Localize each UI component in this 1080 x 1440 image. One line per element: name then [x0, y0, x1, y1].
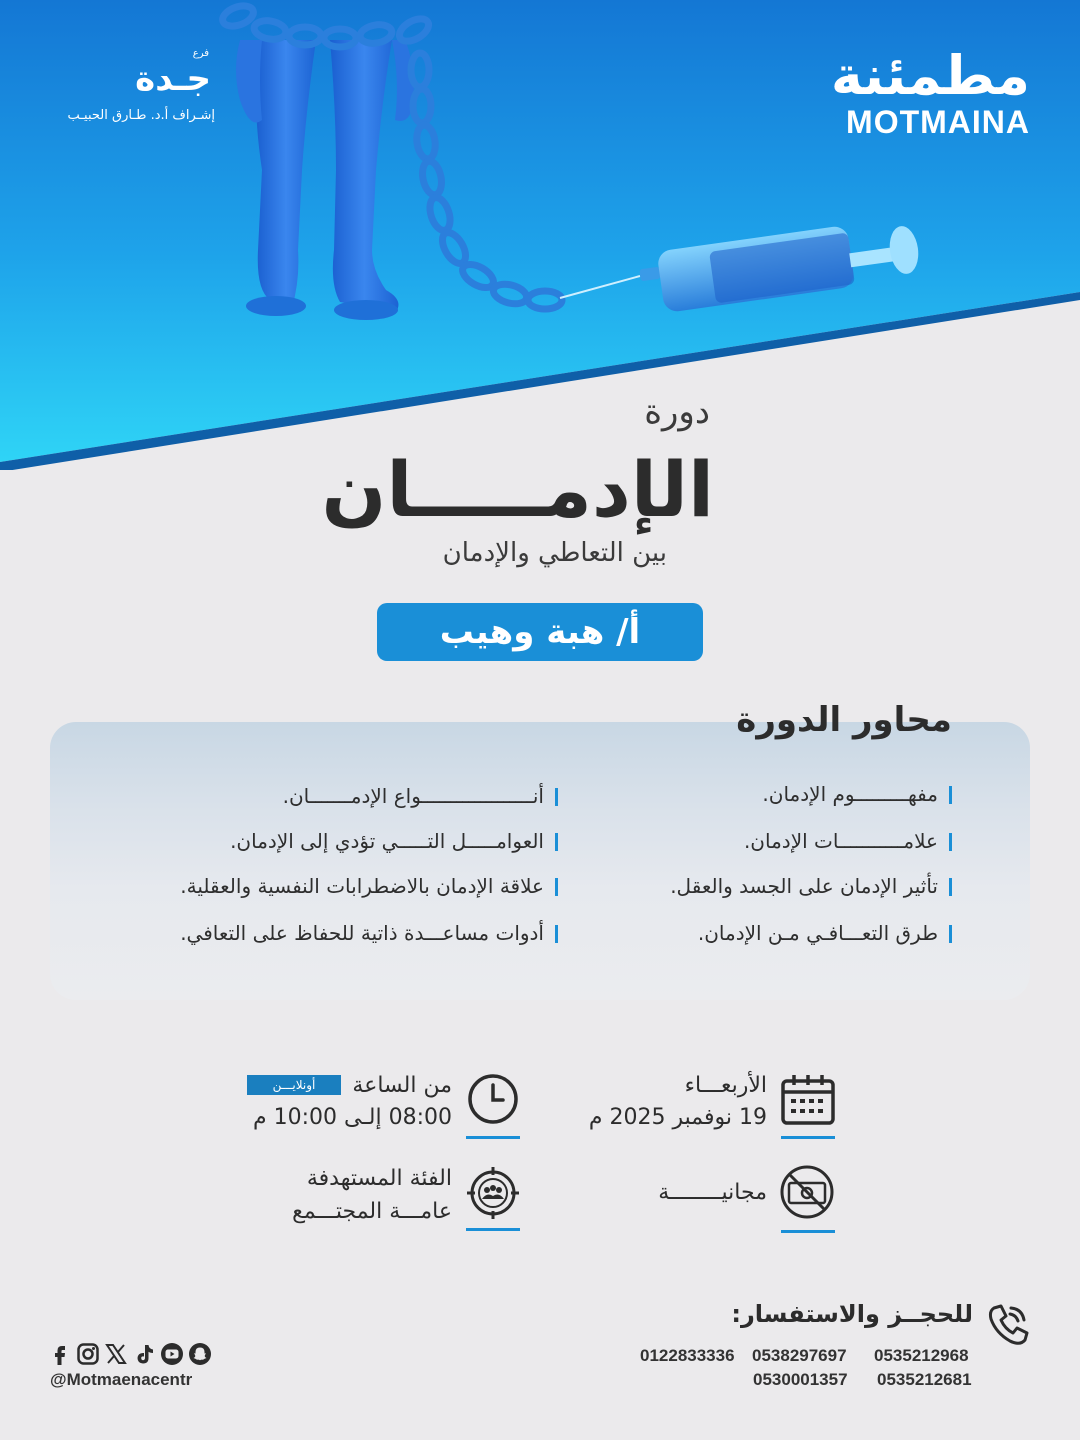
target-audience-icon: [466, 1166, 520, 1220]
date-underline: [781, 1136, 835, 1139]
facebook-icon[interactable]: [48, 1342, 72, 1366]
social-links: [48, 1342, 212, 1366]
price-underline: [781, 1230, 835, 1233]
axes-item: مفهـــــــــوم الإدمان.: [762, 780, 952, 808]
calendar-icon: [780, 1073, 836, 1127]
booking-title: للحجــز والاستفسار:: [731, 1300, 973, 1328]
date-text: 19 نوفمبر 2025 م: [588, 1105, 767, 1130]
course-subtitle: بين التعاطي والإدمان: [442, 538, 667, 568]
phone-number[interactable]: 0538297697: [752, 1346, 847, 1365]
phone-number[interactable]: 0530001357: [753, 1370, 848, 1389]
instructor-badge: أ/ هبة وهيب: [377, 603, 703, 661]
branch-label: فرع: [192, 48, 209, 59]
brand-name-english: MOTMAINA: [846, 104, 1030, 140]
axes-item: طرق التعـــافـي مـن الإدمان.: [698, 919, 952, 947]
time-underline: [466, 1136, 520, 1139]
price-text: مجانيــــــــة: [658, 1180, 767, 1205]
brand-name-arabic: مطمئنة: [830, 44, 1030, 107]
axes-item: العوامـــــل التـــــي تؤدي إلى الإدمان.: [230, 827, 558, 855]
time-range: 08:00 إلـى 10:00 م: [252, 1105, 452, 1130]
tiktok-icon[interactable]: [132, 1342, 156, 1366]
branch-name: جـدة: [135, 59, 211, 99]
phone-number[interactable]: 0122833336: [640, 1346, 735, 1365]
time-label: من الساعة: [352, 1073, 452, 1098]
phone-number[interactable]: 0535212968: [874, 1346, 969, 1365]
social-handle[interactable]: @Motmaenacentr: [50, 1370, 193, 1389]
axes-item: أدوات مساعـــدة ذاتية للحفاظ على التعافي.: [180, 919, 558, 947]
free-money-icon: [779, 1164, 835, 1220]
phone-number[interactable]: 0535212681: [877, 1370, 972, 1389]
youtube-icon[interactable]: [160, 1342, 184, 1366]
online-badge: أونلايـــن: [247, 1075, 341, 1095]
hero-banner: [0, 0, 1080, 470]
audience-label: الفئة المستهدفة: [306, 1166, 452, 1191]
phone-icon: [984, 1300, 1032, 1348]
brand-logo: [830, 44, 1030, 140]
day-text: الأربعـــاء: [684, 1073, 767, 1098]
axes-item: علامـــــــــــات الإدمان.: [744, 827, 952, 855]
axes-item: أنـــــــــــــــــــواع الإدمـــــــان.: [283, 782, 558, 810]
course-label: دورة: [644, 392, 710, 432]
snapchat-icon[interactable]: [188, 1342, 212, 1366]
clock-icon: [466, 1072, 520, 1126]
audience-text: عامـــة المجتـــمع: [292, 1199, 452, 1224]
audience-underline: [466, 1228, 520, 1231]
axes-panel: [50, 722, 1030, 1000]
axes-title: محاور الدورة: [736, 700, 952, 740]
x-icon[interactable]: [104, 1342, 128, 1366]
course-title: الإدمـــــان: [321, 445, 714, 534]
instagram-icon[interactable]: [76, 1342, 100, 1366]
branch-info: [50, 48, 215, 126]
branch-supervisor: إشـراف أ.د. طـارق الحبيـب: [67, 108, 215, 123]
axes-item: علاقة الإدمان بالاضطرابات النفسية والعقلية.: [180, 872, 558, 900]
axes-item: تأثير الإدمان على الجسد والعقل.: [670, 872, 952, 900]
